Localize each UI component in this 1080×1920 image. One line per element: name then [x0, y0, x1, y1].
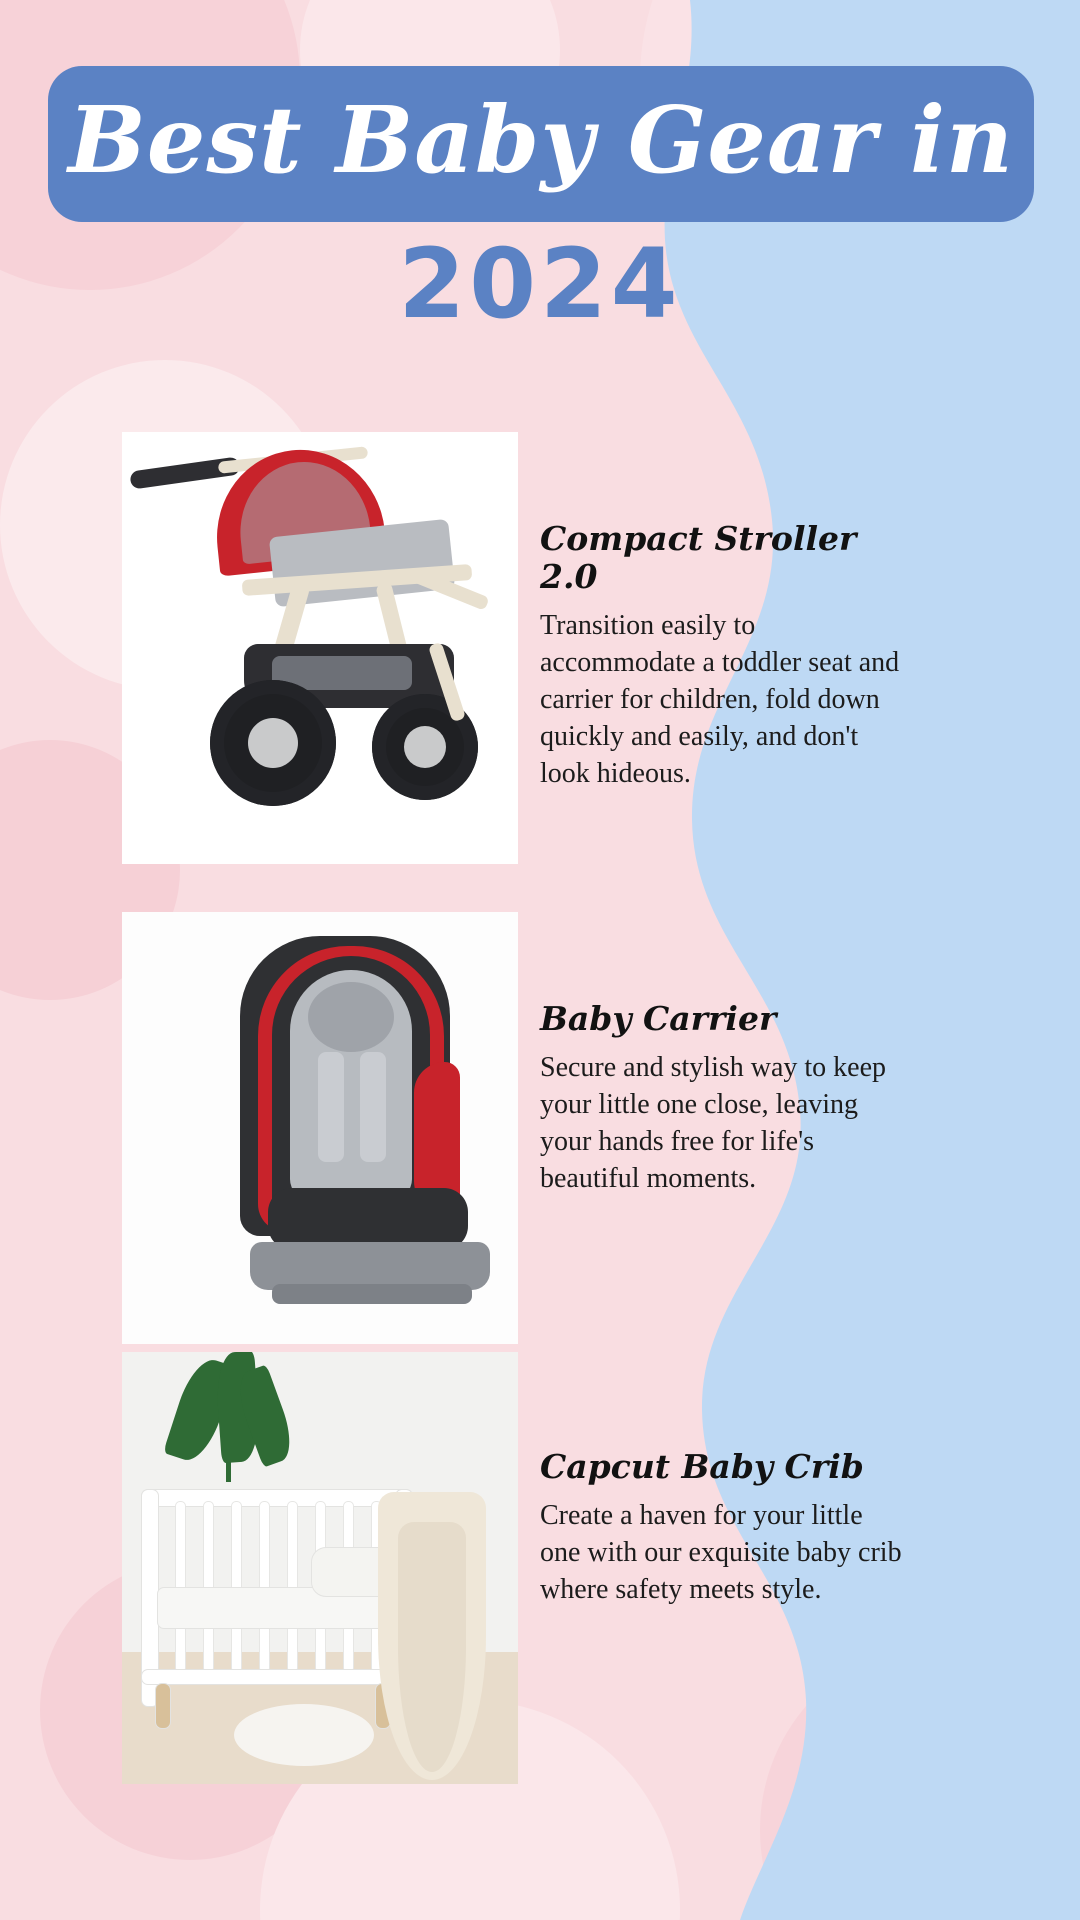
car-seat-front-edge	[268, 1188, 468, 1250]
item-description: Transition easily to accommodate a toddler seat and carrier for children, fold down quickly and easily, and don't look hideous.	[540, 609, 900, 789]
car-seat-photo	[122, 912, 518, 1344]
stroller-text-block	[540, 520, 910, 793]
item-description: Secure and stylish way to keep your little one close, leaving your hands free for life's beautiful moments.	[540, 1051, 887, 1194]
item-description: Create a haven for your little one with our exquisite baby crib where safety meets style.	[540, 1499, 902, 1605]
crib-bottom-rail	[142, 1670, 412, 1684]
crib-bar	[204, 1502, 213, 1672]
title-banner	[48, 66, 1034, 222]
crib-leg-left	[156, 1684, 170, 1728]
item-title: Capcut Baby Crib	[540, 1447, 864, 1486]
crib-bar	[232, 1502, 241, 1672]
crib-photo	[122, 1352, 518, 1784]
page-title: Best Baby Gear in	[68, 86, 1014, 194]
crib-bar	[260, 1502, 269, 1672]
crib-bar	[288, 1502, 297, 1672]
stroller-wheel-hub	[248, 718, 298, 768]
crib-rug	[234, 1704, 374, 1766]
carrier-text-block	[540, 1000, 910, 1198]
stroller-photo	[122, 432, 518, 864]
car-seat-strap-right	[360, 1052, 386, 1162]
car-seat-base-foot	[272, 1284, 472, 1304]
crib-bar	[176, 1502, 185, 1672]
car-seat-strap-left	[318, 1052, 344, 1162]
item-title: Baby Carrier	[540, 999, 777, 1038]
car-seat-headrest	[308, 982, 394, 1052]
year-heading: 2024	[398, 228, 682, 340]
crib-text-block	[540, 1448, 910, 1609]
car-seat-base	[250, 1242, 490, 1290]
stroller-illustration	[122, 432, 518, 864]
item-title: Compact Stroller 2.0	[540, 519, 857, 596]
car-seat-illustration	[122, 912, 518, 1344]
stroller-wheel-hub-front	[404, 726, 446, 768]
crib-illustration	[122, 1352, 518, 1784]
crib-blanket-fold	[398, 1522, 466, 1772]
